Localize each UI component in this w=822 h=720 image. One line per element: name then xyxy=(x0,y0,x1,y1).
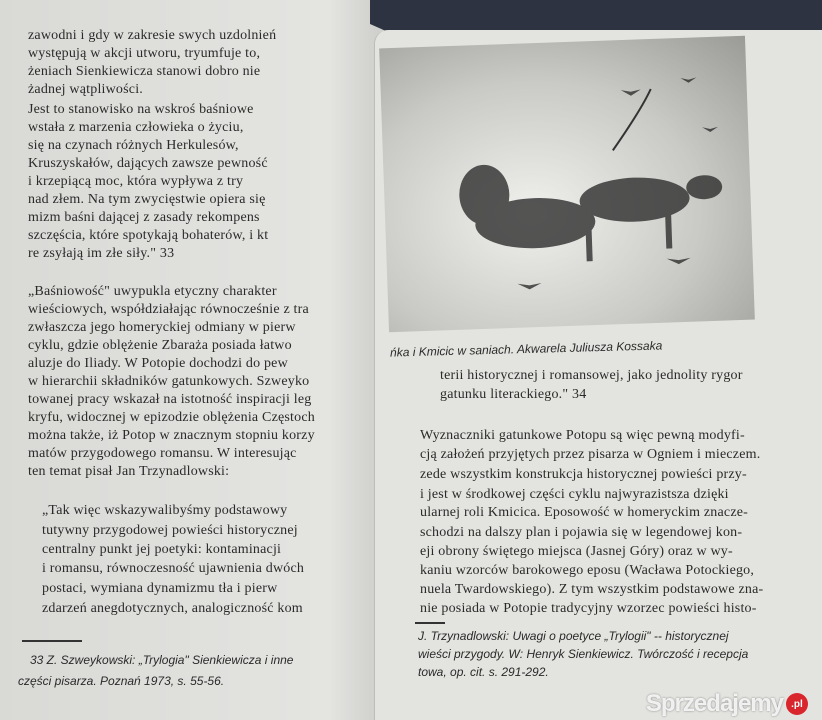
watermark-badge: .pl xyxy=(786,693,808,715)
left-text-line: Kruszyskałów, dających zawsze pewność xyxy=(28,156,268,171)
right-text-line: zede wszystkim konstrukcja historycznej powieści przy- xyxy=(420,467,747,482)
left-text-line: można także, iż Potop w znacznym stopniu korzy xyxy=(28,428,315,443)
left-text-line: występują w akcji utworu, tryumfuje to, xyxy=(28,46,261,61)
left-text-line: wstała z marzenia człowieka o życiu, xyxy=(28,120,244,135)
right-text-line: terii historycznej i romansowej, jako jednolity rygor xyxy=(440,368,743,383)
left-text-line: i krzepiącą moc, która wypływa z try xyxy=(28,174,244,189)
quote-line: postaci, wymiana dynamizmu tła i pierw xyxy=(42,581,278,596)
right-text-line: Wyznaczniki gatunkowe Potopu są więc pewną modyfi- xyxy=(420,428,745,443)
left-text-line: towanej pracy wskazał na istotność inspiracji leg xyxy=(28,392,312,407)
left-text-line: kryfu, widocznej w epizodzie oblężenia Częstoch xyxy=(28,410,315,425)
right-text-line: nie posiada w Potopie tradycyjny wzorzec powieści histo- xyxy=(420,601,757,616)
illustration-caption: ńka i Kmicic w saniach. Akwarela Juliusza Kossaka xyxy=(389,338,663,360)
left-text-line: Jest to stanowisko na wskroś baśniowe xyxy=(28,102,254,117)
right-text-line: i jest w środkowej części cyklu najwyrazistsza dzięki xyxy=(420,487,729,502)
left-text-line: wieściowych, współdziałając równocześnie z tra xyxy=(28,302,309,317)
right-text-line: eji obrony świętego miejsca (Jasnej Góry) oraz w wy- xyxy=(420,544,733,559)
left-text-line: „Baśniowość" uwypukla etyczny charakter xyxy=(28,284,277,299)
quote-line: i romansu, równoczesność ujawnienia dwóch xyxy=(42,561,305,576)
quote-line: centralny punkt jej poetyki: kontaminacji xyxy=(42,542,282,557)
left-text-line: mizm baśni dającej z zasady rekompens xyxy=(28,210,260,225)
left-text-line: ten temat pisał Jan Trzynadlowski: xyxy=(28,464,230,479)
right-text-line: kaniu wzorców barokowego eposu (Wacława Potockiego, xyxy=(420,563,755,578)
right-text-line: gatunku literackiego." 34 xyxy=(440,387,587,402)
watermark-logo: Sprzedajemy xyxy=(645,690,783,717)
right-text-line: ularnej roli Kmicica. Eposowość w homeryckim znacze- xyxy=(420,505,749,520)
left-text-line: żeniach Sienkiewicza stanowi dobro nie xyxy=(28,64,261,79)
right-text-line: nuela Twardowskiego). Z tym wszystkim podstawowe zna- xyxy=(420,582,764,597)
quote-line: „Tak więc wskazywalibyśmy podstawowy xyxy=(42,503,288,518)
left-text-line: matów przygodowego romansu. W interesując xyxy=(28,446,297,461)
left-text-line: zwłaszcza jego homeryckiej odmiany w pierw xyxy=(28,320,296,335)
watermark xyxy=(646,690,808,718)
left-text-line: aluzje do Iliady. W Potopie dochodzi do pew xyxy=(28,356,288,371)
sleigh-horses-sketch xyxy=(379,36,755,333)
left-text-line: w hierarchii składników gatunkowych. Szweyko xyxy=(28,374,310,389)
quote-line: tutywny przygodowej powieści historycznej xyxy=(42,523,298,538)
left-text-line: re zsyłają im złe siły." 33 xyxy=(28,246,175,261)
right-text-line: schodzi na dalszy plan i pojawia się w legendowej kon- xyxy=(420,525,743,540)
footnote-rule-left xyxy=(22,640,82,642)
footnote-34: towa, op. cit. s. 291-292. xyxy=(418,665,549,679)
left-text-line: cyklu, gdzie oblężenie Zbaraża posiada łatwo xyxy=(28,338,292,353)
footnote-rule-right xyxy=(415,622,445,624)
left-text-line: żadnej wątpliwości. xyxy=(28,82,143,97)
left-text-line: szczęścia, które spotykają bohaterów, i kt xyxy=(28,228,269,243)
footnote-34: wieści przygody. W: Henryk Sienkiewicz. Twórczość i recepcja xyxy=(418,647,749,661)
right-text-line: cją założeń przyjętych przez pisarza w Ogniem i mieczem. xyxy=(420,447,761,462)
quote-line: zdarzeń anegdotycznych, analogiczność kom xyxy=(42,601,303,616)
left-text-line: nad złem. Na tym zwycięstwie opiera się xyxy=(28,192,266,207)
footnote-33: 33 Z. Szweykowski: „Trylogia" Sienkiewicza i inne xyxy=(30,653,294,667)
left-text-line: zawodni i gdy w zakresie swych uzdolnień xyxy=(28,28,277,43)
footnote-33: części pisarza. Poznań 1973, s. 55-56. xyxy=(18,674,225,688)
footnote-34: J. Trzynadlowski: Uwagi o poetyce „Trylogii" -- historycznej xyxy=(418,629,729,643)
left-text-line: się na czynach różnych Herkulesów, xyxy=(28,138,239,153)
illustration-sleigh-painting xyxy=(379,36,755,333)
